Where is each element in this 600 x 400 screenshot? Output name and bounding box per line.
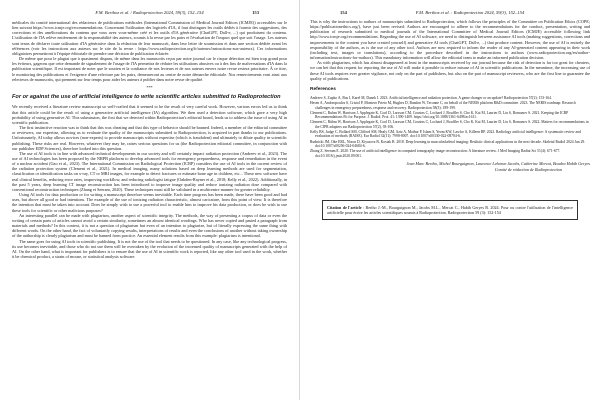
paragraph-en-6: The same goes for using AI tools in scientific publishing. It is not the use of the tool that needs to be questioned. In any case, like any technological progress, its use becomes inevitable, and those who do not use them will be overtaken by the evolution of the increased quality of manuscripts generated with the help of AI. On the other hand, what is important for publishers is to ensure that the use of AI in scientific work is reported, like any other tool used in the work, whether it be chemical product, a strain of mouse, or statistical analysis software. [12, 238, 287, 259]
reference-item: Kelly BS, Judge C, Bollard SM, Clifford SM, Healy GM, Aziz A, Mathur P, Islam S, Yeom KW, Lawlor A, Killeen RP. 2022. Radiology artificial intelligence: A systematic review and evaluation of methods (RAISE). Eur Radiol 32(11): 7998-8007. doi:10.1007/s00330-022-08784-6. [310, 129, 581, 139]
paragraph-en-3: The use of AI tools is in line with advanced technical developments in our society and will certainly impact radiation protection (Andreev et al., 2023). The use of AI technologies has been proposed by the NRPB platform to develop advanced tools for emergency preparedness, response and remediation in the event of a nuclear accident (Gao et al., 2023). The International Commission on Radiological Protection (ICRP) considers the use of AI tools in the current review of the radiation protection system (Clement et al., 2021). In medical imaging, many solutions based on deep learning methods are used for segmentation, classification or identification tasks on x-ray, CT or MRI images, for example to detect fractures or estimate bone age in children, etc... These new software have real clinical benefits, reducing error rates, improving workflow, and reducing radiologist fatigue (Oakden-Rayner et al., 2018; Kelly et al., 2022). Additionally, in the past 5 years, deep learning CT image reconstruction has been introduced to improve image quality and reduce ionizing radiation dose compared with conventional reconstruction techniques (Zhang et Seeram, 2020). These techniques must still be validated in a multicentre manner for greater reliability. [12, 150, 287, 192]
section-title-text: For or against the use of artificial intelligence to write scientific articles submitted to Radioprotection [12, 94, 281, 101]
signature-names: Jean Marc Bertho, Michel Bourguignon, Laurence Lebaron Jacobs, Catherine Mercat, Boudra Habib Geryes [406, 161, 590, 167]
running-header [300, 9, 600, 17]
paragraph-en-1: We recently received a literature review manuscript so well-crafted that it seemed to be the result of very careful work. However, various errors led us to think that this article could be the result of using a generative artificial intelligence (IA) algorithm. We then used a detection software, which gave a very high probability of using generative AI. This submission, the first that we detected within Radioprotection's editorial board, leads us to address the issue of using AI in scientific publication. [12, 104, 287, 125]
section-separator: *** [146, 84, 153, 90]
reference-item: Rudnicki JM, Oke ERL, Nixon D, Kiyasova B, Kosiak B. 2018. Deep learning in musculoskeletal imaging: Realistic clinical applications in the next decade. Skeletal Radiol 2024 Jun 29. doi:10.1007/s00256-024-04684-6. [310, 139, 586, 148]
reference-item: Clement C, Rühm W, Harrison J, Applegate K, Cool D, Larsson CM, Cousins C, Lochard J, Bouffler S, Cho K, Kai M, Laurier D, Liu S, Romanov S. 2022. Matters for recommendations in the CIPR adapters sur Radioprotection 57(2), 93-106. [310, 120, 589, 129]
reference-item: Hesen A, Andreopoulos S, Cristol P, Montero Prieto M, Hughes D, Randon W, Tecanne C, on behalf of the NERIS platform R&D committee. 2023. The NERIS roadmap: Research challenges in emergency preparedness, response and recovery. Radioprotection 58(3): 189-199. [310, 101, 576, 110]
citation-text: : Bertho J.-M., Bourguignon M., Jacobs M.L., Mercat C., Habib Geryes B. 2024. Pour ou contre l'utilisation de l'intelligence artificielle pour écrire les articles scientifiques soumis à Radioprotection. Radioprotection 59 (3): 152-154 [327, 205, 573, 216]
reference-item: Andreev S, Zupko A, Bus I, Karel M, Danek I. 2023. Artificial intelligence and radiation protection. A game changer or an update? Radioprotection 57(2): 153-164. [310, 96, 552, 101]
page-154 [300, 0, 600, 400]
article-body [310, 19, 590, 396]
article-body [12, 20, 287, 396]
running-header [0, 9, 299, 17]
running-header-title: F.M. Berthoz et al. : Radioprotection 2024, 59(3), 152–154 [415, 10, 525, 15]
signature-committee: Comité de rédaction de Radioprotection [494, 166, 562, 172]
paragraph-en-2: The first instinctive reaction was to think that this was cheating and that this type of behavior should be banned. Indeed, a member of the editorial committee or reviewers, our expertise, allowing us to evaluate the quality of the manuscripts submitted to Radioprotection, is acquired in part thanks to our publications. Unfortunately, AI today allows novices (non-experts) to provide manuscripts without expertise (which is fraudulent) and ultimately to dilute quality in scientific publishing. These risks are real. However, whatever they may be, raises serious questions for us (the Radioprotection editorial committee, in conjunction with our publisher EDP Sciences), therefore looked into this question. [12, 125, 287, 151]
section-title [12, 94, 287, 100]
page-number: 154 [340, 10, 347, 15]
paragraph-fr-1: médicales du comité international des rédacteurs de publications médicales (International Commission of Medical Journal Editors (ICMJE)) accessibles sur le lien suivant https://www.icmje.org/recommendations. Concernant l'utilisation des logiciels d'IA, il faut distinguer les outils dédiés à fournir des suggestions, des corrections et des améliorations du contenu que vous avez vous-même créé et les outils d'IA générative (ChatGPT, Dall-e, ...) qui produisent du contenu. L'utilisation de l'IA relève entièrement de la responsabilité des auteurs, soumis à la revue par les pairs et l'évaluation de l'impact quel que soit l'usage. Les auteurs sont tenus de déclarer toute utilisation d'IA générative dans la rédaction de leur manuscrit, dans leur lettre de soumission et dans une section dédiée avant les références (voir les instructions aux auteurs sur le site de la revue : https://www.radioprotection.org/fr/auteurs/instructions-aux-auteurs). Ces informations obligatoires permettront à l'équipe éditoriale de prendre une décision de publication éclairée. [12, 20, 287, 56]
references-heading: References [310, 86, 336, 92]
page-number: 153 [252, 10, 259, 15]
paragraph-2: As with plagiarism, which has almost disappeared at least in the manuscripts received by our journal because the risk of detection is far too great for cheaters, we can bet that this request for reporting the use of AI will make it possible to reduce misuse of AI in scientific publications. In the meantime, the increasing use of these AI tools requires ever greater vigilance, not only on the part of publishers, but also on the part of manuscript reviewers, who are the first line to guarantee the quality of publications. [310, 60, 590, 81]
paragraph-1: This is why the instructions to authors of manuscripts submitted to Radioprotection, which follows the principles of the Committee on Publication Ethics (COPE; https://publicationethics.org/), have just been revised: Authors are encouraged to adhere to the recommendations for the conduct, presentation, writing and publication of research submitted to medical journals of the International Committee of Medical Journal Editors (ICMJE) accessible following link http://www.icmje.org/recommendations. Regarding the use of AI software, we need to distinguish between assistance AI tools (making suggestions, corrections and improvements to the content you have created yourself) and generative AI tools (ChatGPT, Dall-e, ...) that produce content. However, the use of AI is entirely the responsibility of the authors, as is the use of any other tool. Authors are now required to inform the reader of any AI-generated content appearing in their work (including text, images or translations), according to the procedure described in the instructions to authors (www.radioprotection.org/en/author-information/instructions-for-authors). This mandatory information will allow the editorial team to make an informed publication decision. [310, 19, 590, 61]
running-header-title: F.M. Berthoz et al. / Radioprotection 2024, 59(3), 152–154 [95, 10, 204, 15]
reference-item: Zhang Z, Seeram E. 2020. The use of artificial intelligence in computed tomography image reconstruction: A literature review. J Med Imaging Radiat Sci 51(4): 671-677. doi:10.1016/j.jmir.2020.09.001. [310, 149, 561, 158]
paragraph-en-4: Using AI tools for data production or for writing a manuscript therefore seems inevitable. Each time progress has been made, there have been good and bad uses, but above all good or bad intentions. The example of the use of ionizing radiation characteristic, almost caricature, from this point of view. It is therefore the intention that must be taken into account. Does he simply wish to use a powerful tool to enable him to improve his data production, or does he wish to use these tools for scientific or other malicious purposes? [12, 192, 287, 213]
citation-box [322, 200, 578, 220]
reference-item: Clement C, Ruhm W, Harrison J, Applegate K, Cool D, Larsson CM, Cousins C, Lochard J, Bouffler S, Cho K, Kai M, Laurier D, Liu S, Romanov S. 2021. Keeping the ICRP Recommendations Fit for Purpose. J. Radiol. Prot. 41: 1390-1409. https://doi.org/10.1088/1361-6498/ac1611. [310, 110, 569, 120]
paragraph-fr-2: De même que pour le plagiat que à quasiment disparu, de même dans les manuscrits reçus par notre journal car le risque détection est bien trop grand pour les éviteurs, gageons que cette demande de signalement de l'usage de l'IA permettra de réduire les utilisations abusives ou à des fins de malversations d'IA dans la publication scientifique. Il est important de noter que le soutien et la confiance de nos lecteurs et de nos auteurs envers notre revue restera prioritaire. À ce titre, le monitoring des publications et l'exigence d'une relecture par les pairs, demeureront au centre de notre démarche éditoriale. Nos remerciements vont ainsi aux relecteurs de manuscrits, qui prennent sur leur temps pour aider les auteurs à publier dans notre revue de qualité. [12, 56, 287, 82]
author-signature [310, 161, 590, 172]
citation-label: Citation de l'article [327, 205, 362, 211]
reference-list [310, 96, 590, 158]
paragraph-en-5: An interesting parallel can be made with plagiarism, another aspect of scientific integrity. The methods, the way of presenting a corpus of data or even the writing of certain parts of articles cannot avoid a certain similarity, sometimes an almost identical wordings. Who has never copied and pasted a paragraph from materials and methods? In this context, it is not a question of plagiarism but even of an intention to plagiarize, but of literally expressing the same thing with different words. On the other hand, the fact of voluntarily copying results, interpretations of results and even the conclusions of another without taking ownership of the authorship is clearly plagiarism and must be banned from practice. An essential element results from this example: plagiarism is intentional. [12, 212, 287, 239]
